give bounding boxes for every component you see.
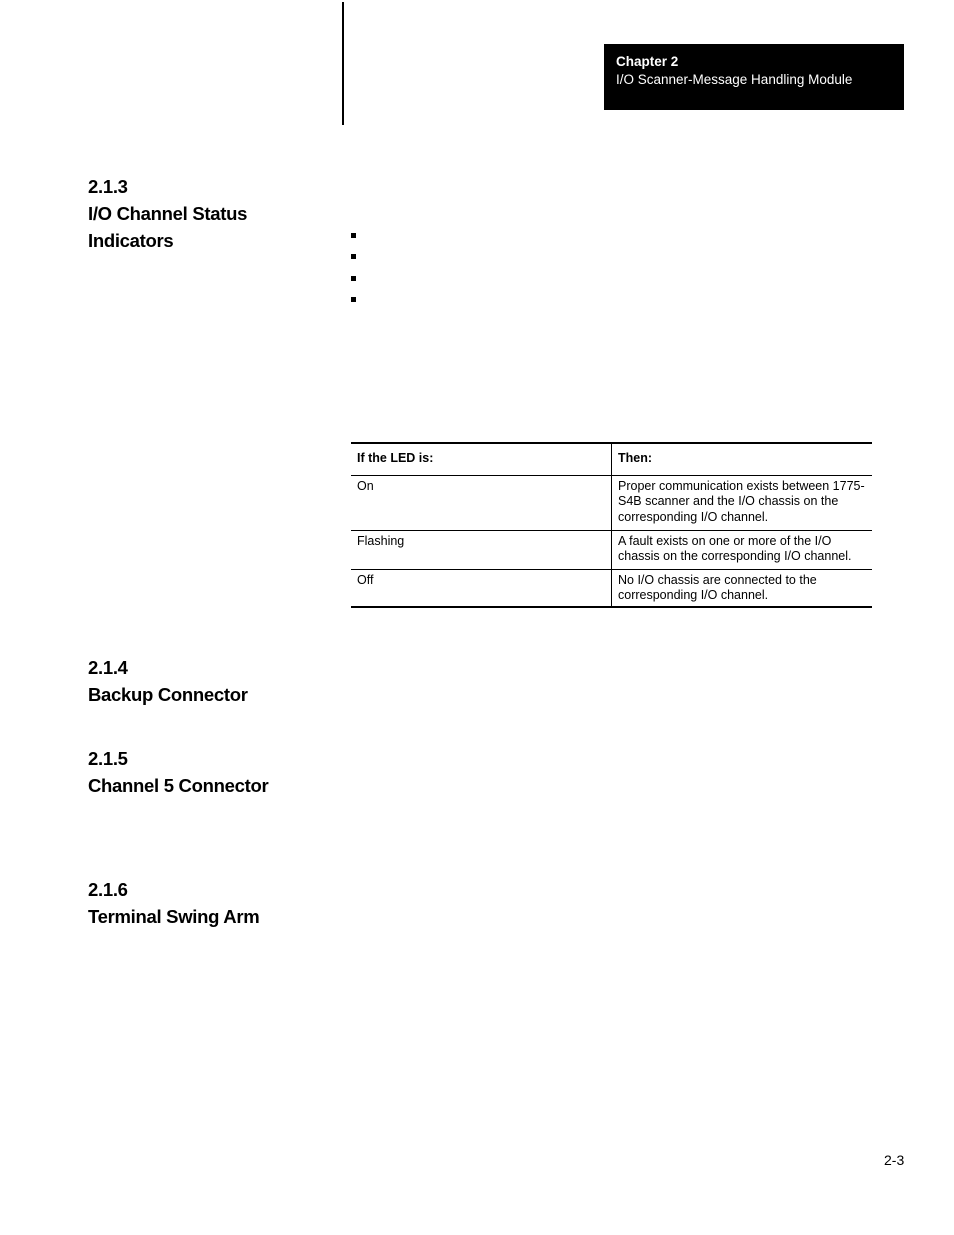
section-number: 2.1.3 (88, 176, 128, 197)
led-state-cell: Off (351, 569, 612, 607)
section-number: 2.1.6 (88, 879, 128, 900)
chapter-header (604, 44, 904, 110)
page-number: 2-3 (884, 1152, 905, 1168)
bullet-marker (351, 297, 356, 302)
chapter-title: I/O Scanner-Message Handling Module (616, 72, 853, 87)
led-meaning-cell: A fault exists on one or more of the I/O chassis on the corresponding I/O channel. (618, 533, 852, 563)
section-title: Terminal Swing Arm (88, 906, 260, 927)
section-title: Indicators (88, 230, 174, 251)
led-status-table (351, 442, 872, 608)
section-2-1-5-heading (88, 745, 268, 799)
bullet-marker (351, 254, 356, 259)
bullet-marker (351, 233, 356, 238)
section-number: 2.1.4 (88, 657, 128, 678)
chapter-label: Chapter 2 (616, 54, 679, 69)
led-state-cell: Flashing (351, 530, 612, 569)
section-2-1-4-heading (88, 654, 248, 708)
table-row (351, 569, 872, 607)
bullet-marker (351, 276, 356, 281)
led-meaning-cell: Proper communication exists between 1775-S4B scanner and the I/O chassis on the corresponding I/O channel. (618, 478, 865, 524)
section-2-1-6-heading (88, 876, 259, 930)
column-header: If the LED is: (351, 443, 612, 475)
section-2-1-3-heading (88, 173, 247, 254)
table-row (351, 475, 872, 530)
section-number: 2.1.5 (88, 748, 128, 769)
led-meaning-cell: No I/O chassis are connected to the corresponding I/O channel. (618, 572, 817, 602)
margin-rule (342, 2, 344, 125)
column-header: Then: (618, 451, 653, 465)
table-row (351, 530, 872, 569)
table-header-row (351, 443, 872, 475)
section-title: Channel 5 Connector (88, 775, 269, 796)
section-title: I/O Channel Status (88, 203, 248, 224)
section-title: Backup Connector (88, 684, 248, 705)
led-state-cell: On (351, 475, 612, 530)
